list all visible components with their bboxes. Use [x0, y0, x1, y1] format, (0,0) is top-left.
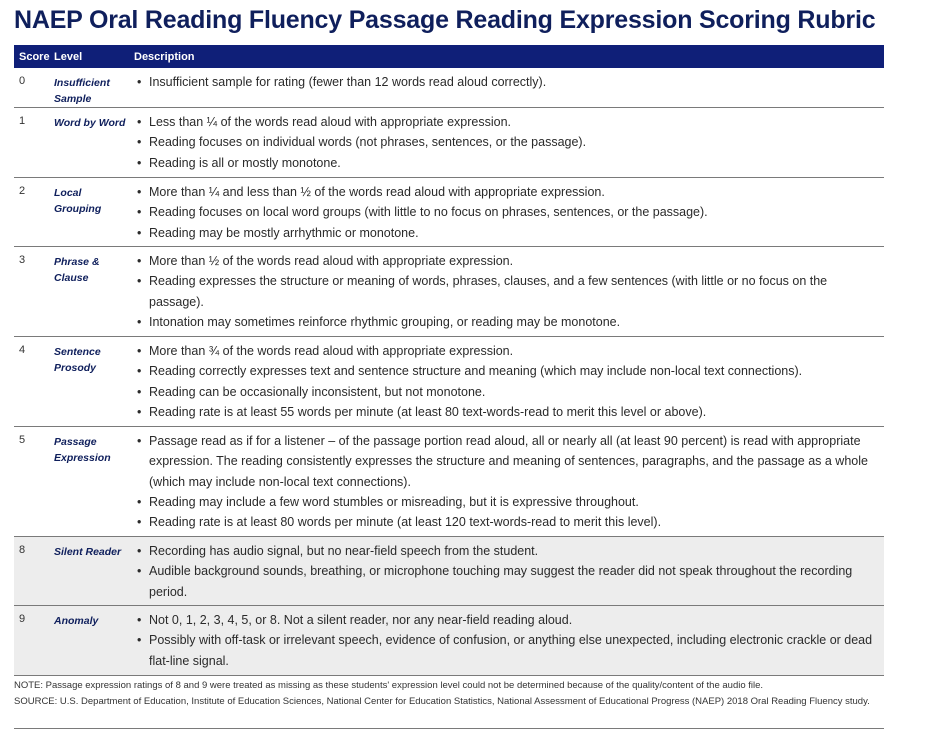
bullet-item: • Passage read as if for a listener – of the passage portion read aloud, all or nearly all (at least 90 percent) is read with appropriate expression. The reading consistently expresses the structure and meaning of sentences, paragraphs, and the passage as a whole (which may include non-local text connections).: [134, 431, 884, 492]
score-cell: 0: [19, 75, 26, 87]
score-column-header: Score: [19, 50, 50, 63]
table-row: [14, 606, 884, 676]
table-body: [14, 68, 884, 676]
bullet-item: • Reading correctly expresses text and sentence structure and meaning (which may include non-local text connections).: [134, 361, 884, 381]
bullet-list: [134, 182, 884, 243]
score-cell: 1: [19, 115, 26, 127]
source-text: SOURCE: U.S. Department of Education, Institute of Education Sciences, National Center for Education Statistics, National Assessment of Educational Progress (NAEP) 2018 Oral Reading Fluency study.: [14, 695, 870, 707]
bullet-item: • Reading focuses on individual words (not phrases, sentences, or the passage).: [134, 132, 884, 152]
description-cell: [134, 108, 884, 177]
bullet-item: • Reading may include a few word stumbles or misreading, but it is expressive throughout.: [134, 492, 884, 512]
table-row: [14, 427, 884, 537]
score-cell: 3: [19, 254, 26, 266]
bullet-list: [134, 431, 884, 532]
bullet-item: • Insufficient sample for rating (fewer than 12 words read aloud correctly).: [134, 72, 884, 92]
level-cell: Phrase & Clause: [54, 256, 100, 284]
bullet-list: [134, 610, 884, 671]
bottom-divider: [14, 728, 884, 729]
description-cell: [134, 247, 884, 336]
table-row: [14, 108, 884, 178]
note-text: NOTE: Passage expression ratings of 8 and 9 were treated as missing as these students' expression level could not be determined because of the quality/content of the audio file.: [14, 680, 764, 691]
table-row: [14, 337, 884, 427]
description-cell: [134, 606, 884, 675]
bullet-list: [134, 341, 884, 422]
description-cell: [134, 427, 884, 536]
description-cell: [134, 537, 884, 605]
bullet-item: • Reading may be mostly arrhythmic or monotone.: [134, 223, 884, 243]
bullet-item: • Reading rate is at least 55 words per minute (at least 80 text-words-read to merit this level or above).: [134, 402, 884, 422]
level-cell: Sentence Prosody: [54, 346, 101, 374]
table-header: [14, 45, 884, 68]
bullet-item: • Not 0, 1, 2, 3, 4, 5, or 8. Not a silent reader, nor any near-field reading aloud.: [134, 610, 884, 630]
bullet-item: • Reading can be occasionally inconsistent, but not monotone.: [134, 382, 884, 402]
level-cell: Silent Reader: [54, 546, 122, 558]
bullet-item: • Audible background sounds, breathing, or microphone touching may suggest the reader did not speak throughout the recording period.: [134, 561, 884, 602]
bullet-list: [134, 112, 884, 173]
score-cell: 4: [19, 344, 26, 356]
level-cell: Anomaly: [54, 615, 99, 627]
level-cell: Local Grouping: [54, 187, 102, 215]
level-cell: Passage Expression: [54, 436, 111, 464]
score-cell: 5: [19, 434, 26, 446]
bullet-item: • More than ½ of the words read aloud with appropriate expression.: [134, 251, 884, 271]
bullet-list: [134, 541, 884, 602]
bullet-item: • Reading focuses on local word groups (with little to no focus on phrases, sentences, or the passage).: [134, 202, 884, 222]
bullet-item: • Reading expresses the structure or meaning of words, phrases, clauses, and a few sentences (with little or no focus on the passage).: [134, 271, 884, 312]
bullet-list: [134, 251, 884, 332]
page-title: NAEP Oral Reading Fluency Passage Reading Expression Scoring Rubric: [14, 6, 876, 34]
bullet-item: • Recording has audio signal, but no near-field speech from the student.: [134, 541, 884, 561]
table-notes: [14, 678, 884, 709]
bullet-item: • Reading rate is at least 80 words per minute (at least 120 text-words-read to merit this level).: [134, 512, 884, 532]
table-row: [14, 537, 884, 606]
description-cell: [134, 68, 884, 107]
level-column-header: Level: [54, 50, 83, 63]
bullet-item: • Intonation may sometimes reinforce rhythmic grouping, or reading may be monotone.: [134, 312, 884, 332]
table-row: [14, 68, 884, 108]
level-cell: Word by Word: [54, 117, 126, 129]
bullet-item: • Possibly with off-task or irrelevant speech, evidence of confusion, or anything else unexpected, including electronic crackle or dead flat-line signal.: [134, 630, 884, 671]
bullet-item: • Less than ¼ of the words read aloud with appropriate expression.: [134, 112, 884, 132]
bullet-list: [134, 72, 884, 92]
bullet-item: • Reading is all or mostly monotone.: [134, 153, 884, 173]
description-cell: [134, 178, 884, 246]
level-cell: Insufficient Sample: [54, 77, 110, 105]
bullet-item: • More than ¾ of the words read aloud with appropriate expression.: [134, 341, 884, 361]
description-column-header: Description: [134, 50, 195, 63]
table-row: [14, 247, 884, 337]
score-cell: 8: [19, 544, 26, 556]
bullet-item: • More than ¼ and less than ½ of the words read aloud with appropriate expression.: [134, 182, 884, 202]
score-cell: 9: [19, 613, 26, 625]
description-cell: [134, 337, 884, 426]
table-row: [14, 178, 884, 247]
rubric-table: [14, 45, 884, 676]
score-cell: 2: [19, 185, 26, 197]
